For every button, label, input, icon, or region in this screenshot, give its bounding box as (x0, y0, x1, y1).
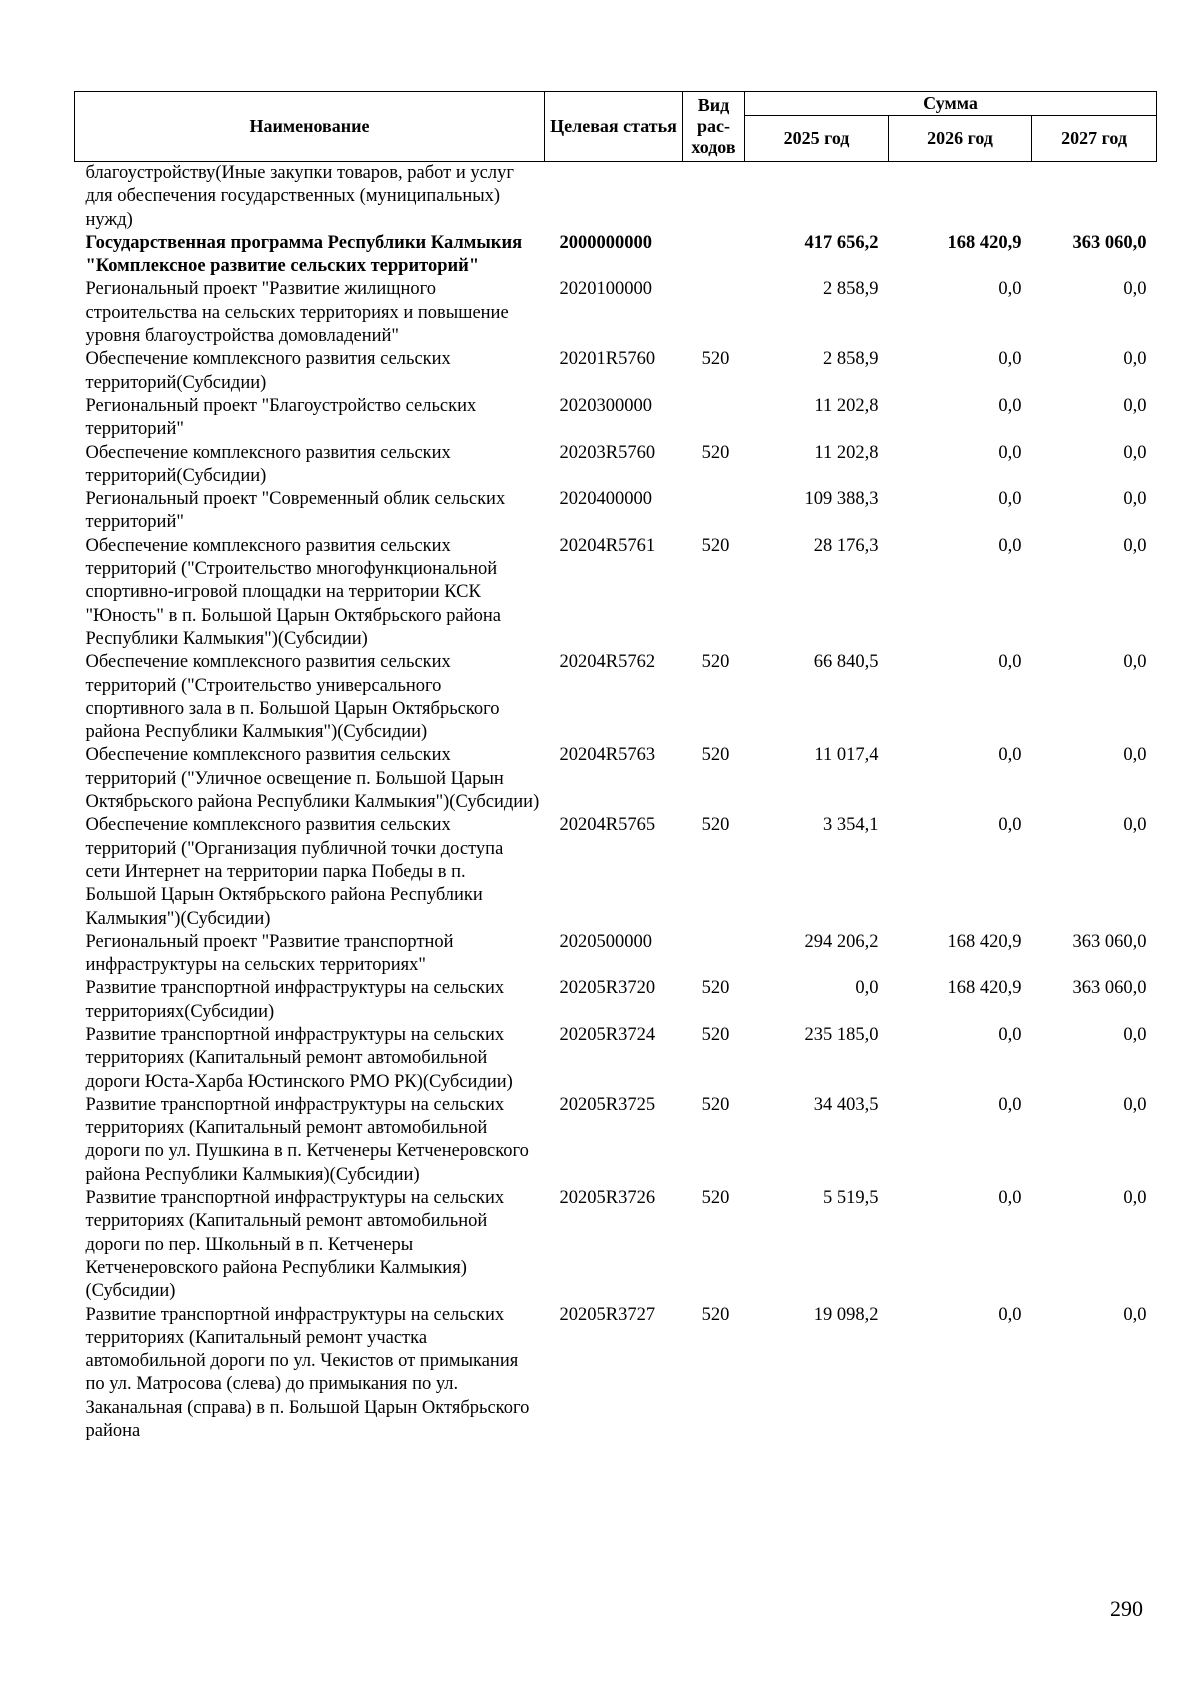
row-name: Развитие транспортной инфраструктуры на сельских территориях (Капитальный ремонт автомобильной дороги Юста-Харба Юстинского РМО РК)(Субсидии) (85, 1024, 513, 1092)
row-name: Развитие транспортной инфраструктуры на сельских территориях (Капитальный ремонт участка автомобильной дороги по ул. Чекистов от примыкания по ул. Матросова (слева) до примыкания по ул. Заканальная (справа) в п. Большой Царын Октябрьского района (85, 1304, 530, 1442)
row-sum-2027: 0,0 (1123, 745, 1147, 766)
table-row (75, 1094, 1157, 1187)
page-number: 290 (1110, 1596, 1143, 1621)
row-sum-2025: 34 403,5 (813, 1094, 879, 1115)
row-name: Обеспечение комплексного развития сельских территорий(Субсидии) (85, 442, 451, 486)
row-sum-2026: 0,0 (998, 1094, 1022, 1115)
row-name: Региональный проект "Развитие транспортной инфраструктуры на сельских территориях" (85, 931, 454, 976)
row-name: Развитие транспортной инфраструктуры на сельских территориях(Субсидии) (85, 978, 505, 1022)
row-target-article: 20205R3720 (559, 978, 656, 999)
row-sum-2027: 0,0 (1123, 1188, 1147, 1209)
row-target-article: 20204R5762 (559, 652, 656, 673)
row-target-article: 2020400000 (559, 489, 652, 510)
table-row (75, 1187, 1157, 1303)
row-sum-2026 (889, 162, 1032, 232)
row-name: Региональный проект "Современный облик сельских территорий" (85, 489, 506, 533)
row-sum-2025: 11 202,8 (814, 395, 879, 416)
row-target-article: 20205R3724 (559, 1024, 656, 1045)
row-name: Обеспечение комплексного развития сельских территорий ("Организация публичной точки доступа сети Интернет на территории парка Победы в п. Большой Царын Октябрьского района Республики Калмыкия")(Субсидии) (85, 815, 504, 929)
row-name: Обеспечение комплексного развития сельских территорий(Субсидии) (85, 349, 451, 393)
row-target-article: 20205R3726 (559, 1188, 656, 1209)
table-row (75, 931, 1157, 978)
row-sum-2025: 66 840,5 (813, 652, 879, 673)
row-sum-2027: 0,0 (1123, 1094, 1147, 1115)
row-sum-2026: 0,0 (998, 442, 1022, 463)
row-name: благоустройству(Иные закупки товаров, работ и услуг для обеспечения государственных (муниципальных) нужд) (85, 163, 514, 230)
row-sum-2027 (1032, 162, 1157, 232)
row-target-article: 20204R5765 (559, 815, 656, 836)
row-expense-type: 520 (701, 442, 730, 463)
row-expense-type (683, 232, 745, 279)
row-sum-2025: 235 185,0 (804, 1024, 879, 1045)
table-row (75, 535, 1157, 651)
row-sum-2025 (745, 162, 889, 232)
row-sum-2025: 3 354,1 (823, 815, 879, 836)
row-sum-2026: 0,0 (998, 279, 1022, 300)
row-sum-2025: 294 206,2 (804, 931, 879, 952)
table-row (75, 814, 1157, 930)
row-target-article: 20205R3725 (559, 1094, 656, 1115)
row-expense-type: 520 (701, 1304, 730, 1325)
row-expense-type: 520 (701, 745, 730, 766)
header-year-2027: 2027 год (1032, 116, 1157, 162)
row-target-article (545, 162, 683, 232)
table-row (75, 744, 1157, 814)
row-sum-2026: 0,0 (998, 815, 1022, 836)
row-target-article: 2020300000 (559, 395, 652, 416)
header-year-2026: 2026 год (889, 116, 1032, 162)
row-sum-2025: 0,0 (855, 978, 879, 999)
row-expense-type (683, 162, 745, 232)
row-expense-type: 520 (701, 1024, 730, 1045)
row-sum-2025: 417 656,2 (804, 232, 879, 253)
header-expense-type: Вид рас-ходов (683, 92, 745, 162)
row-target-article: 2020100000 (559, 279, 652, 300)
row-sum-2025: 2 858,9 (823, 279, 879, 300)
row-name: Обеспечение комплексного развития сельских территорий ("Строительство многофункциональной спортивно-игровой площадки на территории КСК "Юность" в п. Большой Царын Октябрьского района Республики Калмыкия")(Субсидии) (85, 535, 501, 649)
row-expense-type (683, 278, 745, 348)
row-name: Развитие транспортной инфраструктуры на сельских территориях (Капитальный ремонт автомобильной дороги по пер. Школьный в п. Кетченеры Кетченеровского района Республики Калмыкия)(Субсидии) (85, 1188, 505, 1302)
row-expense-type: 520 (701, 815, 730, 836)
header-sum: Сумма (745, 92, 1157, 116)
row-sum-2025: 5 519,5 (823, 1188, 879, 1209)
row-sum-2027: 0,0 (1123, 535, 1147, 556)
row-sum-2026: 0,0 (998, 535, 1022, 556)
table-row (75, 651, 1157, 744)
table-row (75, 488, 1157, 535)
header-target-article: Целевая статья (545, 92, 683, 162)
row-expense-type: 520 (701, 1188, 730, 1209)
row-sum-2026: 168 420,9 (947, 232, 1022, 253)
row-target-article: 20201R5760 (559, 349, 656, 370)
row-expense-type (683, 488, 745, 535)
row-sum-2026: 168 420,9 (947, 978, 1022, 999)
row-target-article: 20204R5763 (559, 745, 656, 766)
row-target-article: 20204R5761 (559, 535, 656, 556)
row-sum-2027: 0,0 (1123, 815, 1147, 836)
table-row (75, 1024, 1157, 1094)
table-body (75, 162, 1157, 1444)
row-sum-2027: 363 060,0 (1072, 931, 1147, 952)
row-sum-2027: 363 060,0 (1072, 978, 1147, 999)
row-target-article: 2000000000 (559, 232, 652, 253)
row-sum-2027: 0,0 (1123, 1024, 1147, 1045)
row-sum-2027: 0,0 (1123, 349, 1147, 370)
row-sum-2026: 0,0 (998, 652, 1022, 673)
table-row (75, 162, 1157, 232)
header-name: Наименование (75, 92, 545, 162)
row-expense-type: 520 (701, 978, 730, 999)
row-sum-2026: 0,0 (998, 489, 1022, 510)
row-sum-2025: 11 017,4 (814, 745, 879, 766)
row-sum-2027: 0,0 (1123, 489, 1147, 510)
row-sum-2026: 0,0 (998, 395, 1022, 416)
row-sum-2025: 2 858,9 (823, 349, 879, 370)
row-name: Государственная программа Республики Калмыкия "Комплексное развитие сельских территорий" (85, 232, 523, 277)
row-expense-type: 520 (701, 1094, 730, 1115)
budget-table (74, 91, 1157, 1443)
row-sum-2027: 363 060,0 (1072, 232, 1147, 253)
row-sum-2027: 0,0 (1123, 395, 1147, 416)
row-sum-2025: 28 176,3 (813, 535, 879, 556)
table-row (75, 348, 1157, 395)
row-target-article: 20205R3727 (559, 1304, 656, 1325)
row-expense-type: 520 (701, 535, 730, 556)
row-sum-2027: 0,0 (1123, 1304, 1147, 1325)
row-sum-2025: 109 388,3 (804, 489, 879, 510)
row-sum-2026: 0,0 (998, 1024, 1022, 1045)
table-header (75, 92, 1157, 162)
row-expense-type (683, 931, 745, 978)
table-row (75, 1304, 1157, 1444)
table-row (75, 278, 1157, 348)
row-target-article: 20203R5760 (559, 442, 656, 463)
row-name: Обеспечение комплексного развития сельских территорий ("Уличное освещение п. Большой Царын Октябрьского района Республики Калмыкия")(Субсидии) (85, 745, 540, 813)
row-sum-2027: 0,0 (1123, 279, 1147, 300)
budget-page (74, 91, 1156, 1443)
row-sum-2027: 0,0 (1123, 442, 1147, 463)
row-sum-2026: 0,0 (998, 349, 1022, 370)
row-sum-2026: 0,0 (998, 1304, 1022, 1325)
table-row (75, 395, 1157, 442)
row-name: Региональный проект "Благоустройство сельских территорий" (85, 395, 477, 440)
row-expense-type: 520 (701, 349, 730, 370)
header-year-2025: 2025 год (745, 116, 889, 162)
row-sum-2026: 168 420,9 (947, 931, 1022, 952)
row-expense-type (683, 395, 745, 442)
row-target-article: 2020500000 (559, 931, 652, 952)
table-row (75, 977, 1157, 1024)
row-sum-2025: 11 202,8 (814, 442, 879, 463)
row-name: Развитие транспортной инфраструктуры на сельских территориях (Капитальный ремонт автомобильной дороги по ул. Пушкина в п. Кетченеры Кетченеровского района Республики Калмыкия)(Субсидии) (85, 1094, 529, 1185)
table-row (75, 232, 1157, 279)
row-expense-type: 520 (701, 652, 730, 673)
row-sum-2026: 0,0 (998, 1188, 1022, 1209)
row-sum-2027: 0,0 (1123, 652, 1147, 673)
row-sum-2025: 19 098,2 (813, 1304, 879, 1325)
row-name: Обеспечение комплексного развития сельских территорий ("Строительство универсального спортивного зала в п. Большой Царын Октябрьского района Республики Калмыкия")(Субсидии) (85, 652, 500, 743)
table-row (75, 442, 1157, 489)
row-sum-2026: 0,0 (998, 745, 1022, 766)
row-name: Региональный проект "Развитие жилищного строительства на сельских территориях и повышение уровня благоустройства домовладений" (85, 279, 509, 347)
